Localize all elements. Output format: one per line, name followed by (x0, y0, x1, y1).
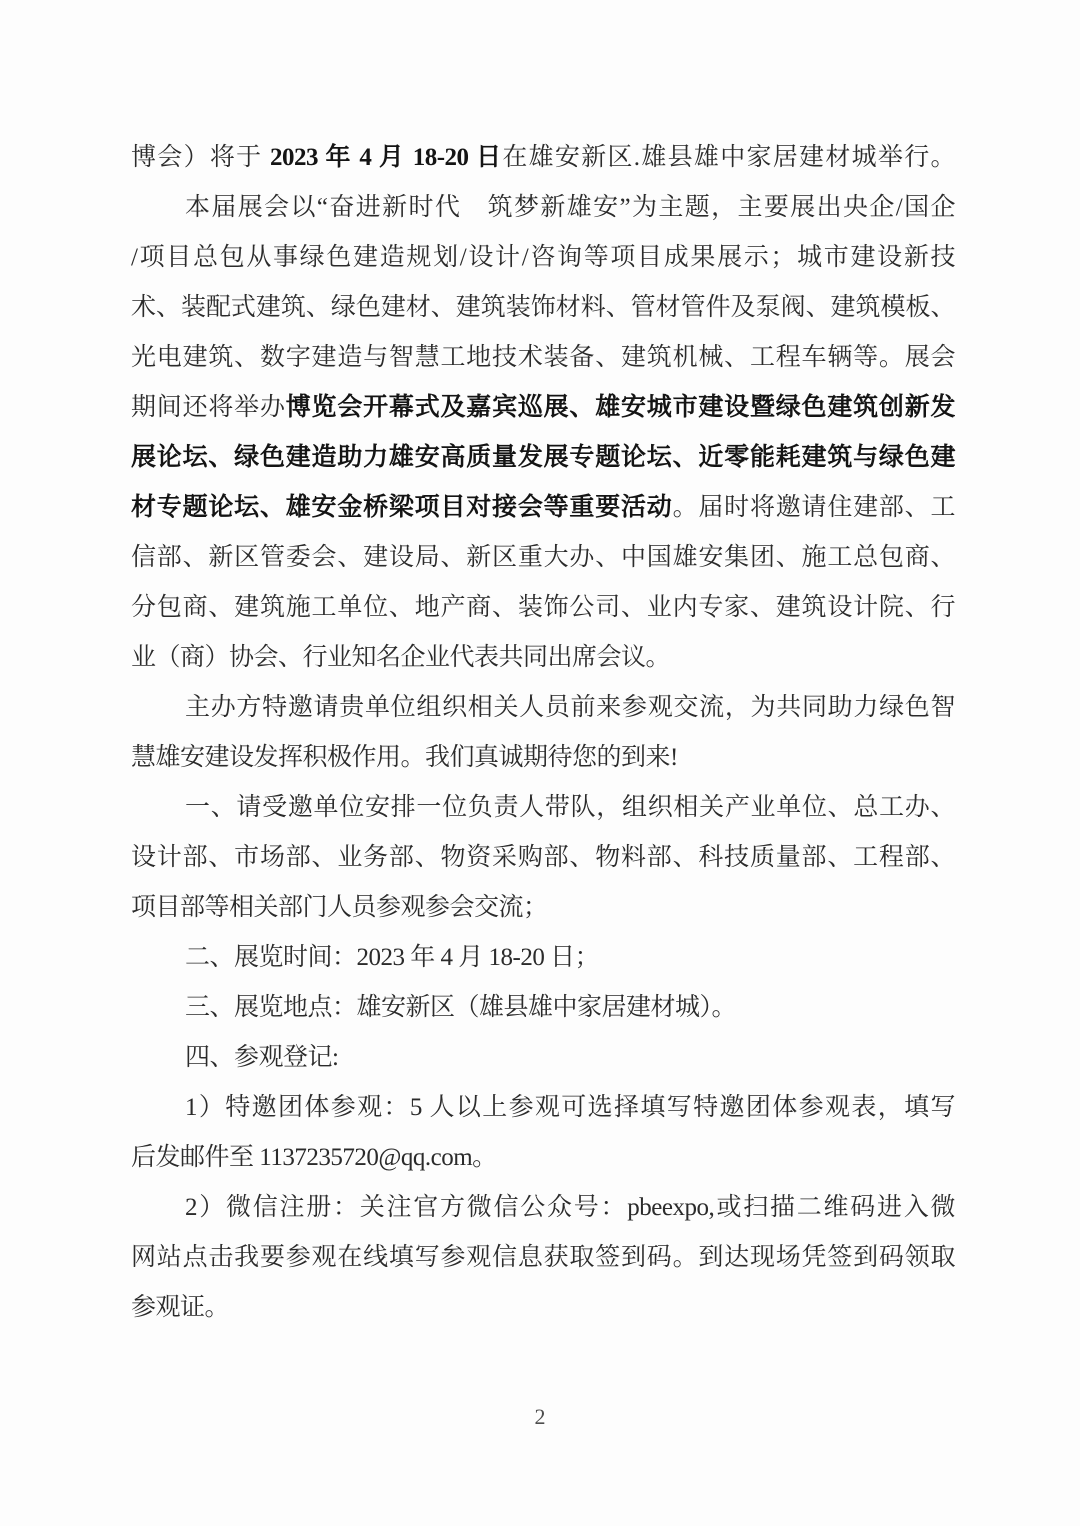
bold-text-segment: 博览会开幕式及嘉宾巡展、雄安城市建设暨绿色建筑创新发 (285, 394, 955, 421)
text-line (131, 633, 955, 683)
text-line (131, 433, 955, 483)
text-line (131, 383, 955, 433)
text-line (131, 133, 955, 183)
text-line (131, 483, 955, 533)
text-line (131, 183, 955, 233)
bold-text-segment: 2023 年 4 月 18-20 日 (269, 144, 503, 171)
text-segment: 网站点击我要参观在线填写参观信息获取签到码。到达现场凭签到码领取 (131, 1244, 955, 1271)
text-segment: 本届展会以“奋进新时代 筑梦新雄安”为主题，主要展出央企/国企 (185, 194, 955, 221)
text-segment: 期间还将举办 (131, 394, 286, 421)
page-number: 2 (534, 1404, 546, 1429)
bold-text-segment: 展论坛、绿色建造助力雄安高质量发展专题论坛、近零能耗建筑与绿色建 (131, 444, 955, 471)
text-segment: /项目总包从事绿色建造规划/设计/咨询等项目成果展示；城市建设新技 (131, 244, 955, 271)
text-segment: 慧雄安建设发挥积极作用。我们真诚期待您的到来! (131, 744, 678, 771)
text-segment: 信部、新区管委会、建设局、新区重大办、中国雄安集团、施工总包商、 (131, 544, 955, 571)
text-line (131, 683, 955, 733)
text-line (131, 333, 955, 383)
text-segment: 2）微信注册：关注官方微信公众号：pbeexpo,或扫描二维码进入微 (185, 1194, 955, 1221)
text-line (131, 283, 955, 333)
text-line (131, 933, 955, 983)
text-segment: 设计部、市场部、业务部、物资采购部、物料部、科技质量部、工程部、 (131, 844, 955, 871)
text-segment: 一、请受邀单位安排一位负责人带队，组织相关产业单位、总工办、 (185, 794, 955, 821)
text-line (131, 1083, 955, 1133)
text-segment: 分包商、建筑施工单位、地产商、装饰公司、业内专家、建筑设计院、行 (131, 594, 955, 621)
text-segment: 1）特邀团体参观：5 人以上参观可选择填写特邀团体参观表，填写 (185, 1094, 955, 1121)
text-segment: 在雄安新区.雄县雄中家居建材城举行。 (502, 144, 955, 171)
text-segment: 业（商）协会、行业知名企业代表共同出席会议。 (131, 644, 671, 671)
text-segment: 。届时将邀请住建部、工 (672, 494, 955, 521)
text-segment: 主办方特邀请贵单位组织相关人员前来参观交流，为共同助力绿色智 (185, 694, 955, 721)
text-segment: 二、展览时间：2023 年 4 月 18-20 日； (185, 944, 600, 971)
document-body (131, 133, 955, 1333)
text-line (131, 783, 955, 833)
text-segment: 三、展览地点：雄安新区（雄县雄中家居建材城）。 (185, 994, 737, 1021)
text-line (131, 1283, 955, 1333)
text-line (131, 1133, 955, 1183)
text-line (131, 883, 955, 933)
text-line (131, 1183, 955, 1233)
text-line (131, 733, 955, 783)
text-line (131, 1233, 955, 1283)
text-line (131, 833, 955, 883)
text-segment: 光电建筑、数字建造与智慧工地技术装备、建筑机械、工程车辆等。展会 (131, 344, 955, 371)
bold-text-segment: 材专题论坛、雄安金桥梁项目对接会等重要活动 (131, 494, 673, 521)
text-segment: 四、参观登记: (185, 1044, 339, 1071)
text-line (131, 533, 955, 583)
text-line (131, 233, 955, 283)
text-segment: 博会）将于 (131, 144, 270, 171)
text-line (131, 1033, 955, 1083)
text-segment: 参观证。 (131, 1294, 230, 1321)
text-segment: 术、装配式建筑、绿色建材、建筑装饰材料、管材管件及泵阀、建筑模板、 (131, 294, 955, 321)
text-line (131, 983, 955, 1033)
text-segment: 后发邮件至 1137235720@qq.com。 (131, 1144, 497, 1171)
text-segment: 项目部等相关部门人员参观参会交流； (131, 894, 548, 921)
text-line (131, 583, 955, 633)
